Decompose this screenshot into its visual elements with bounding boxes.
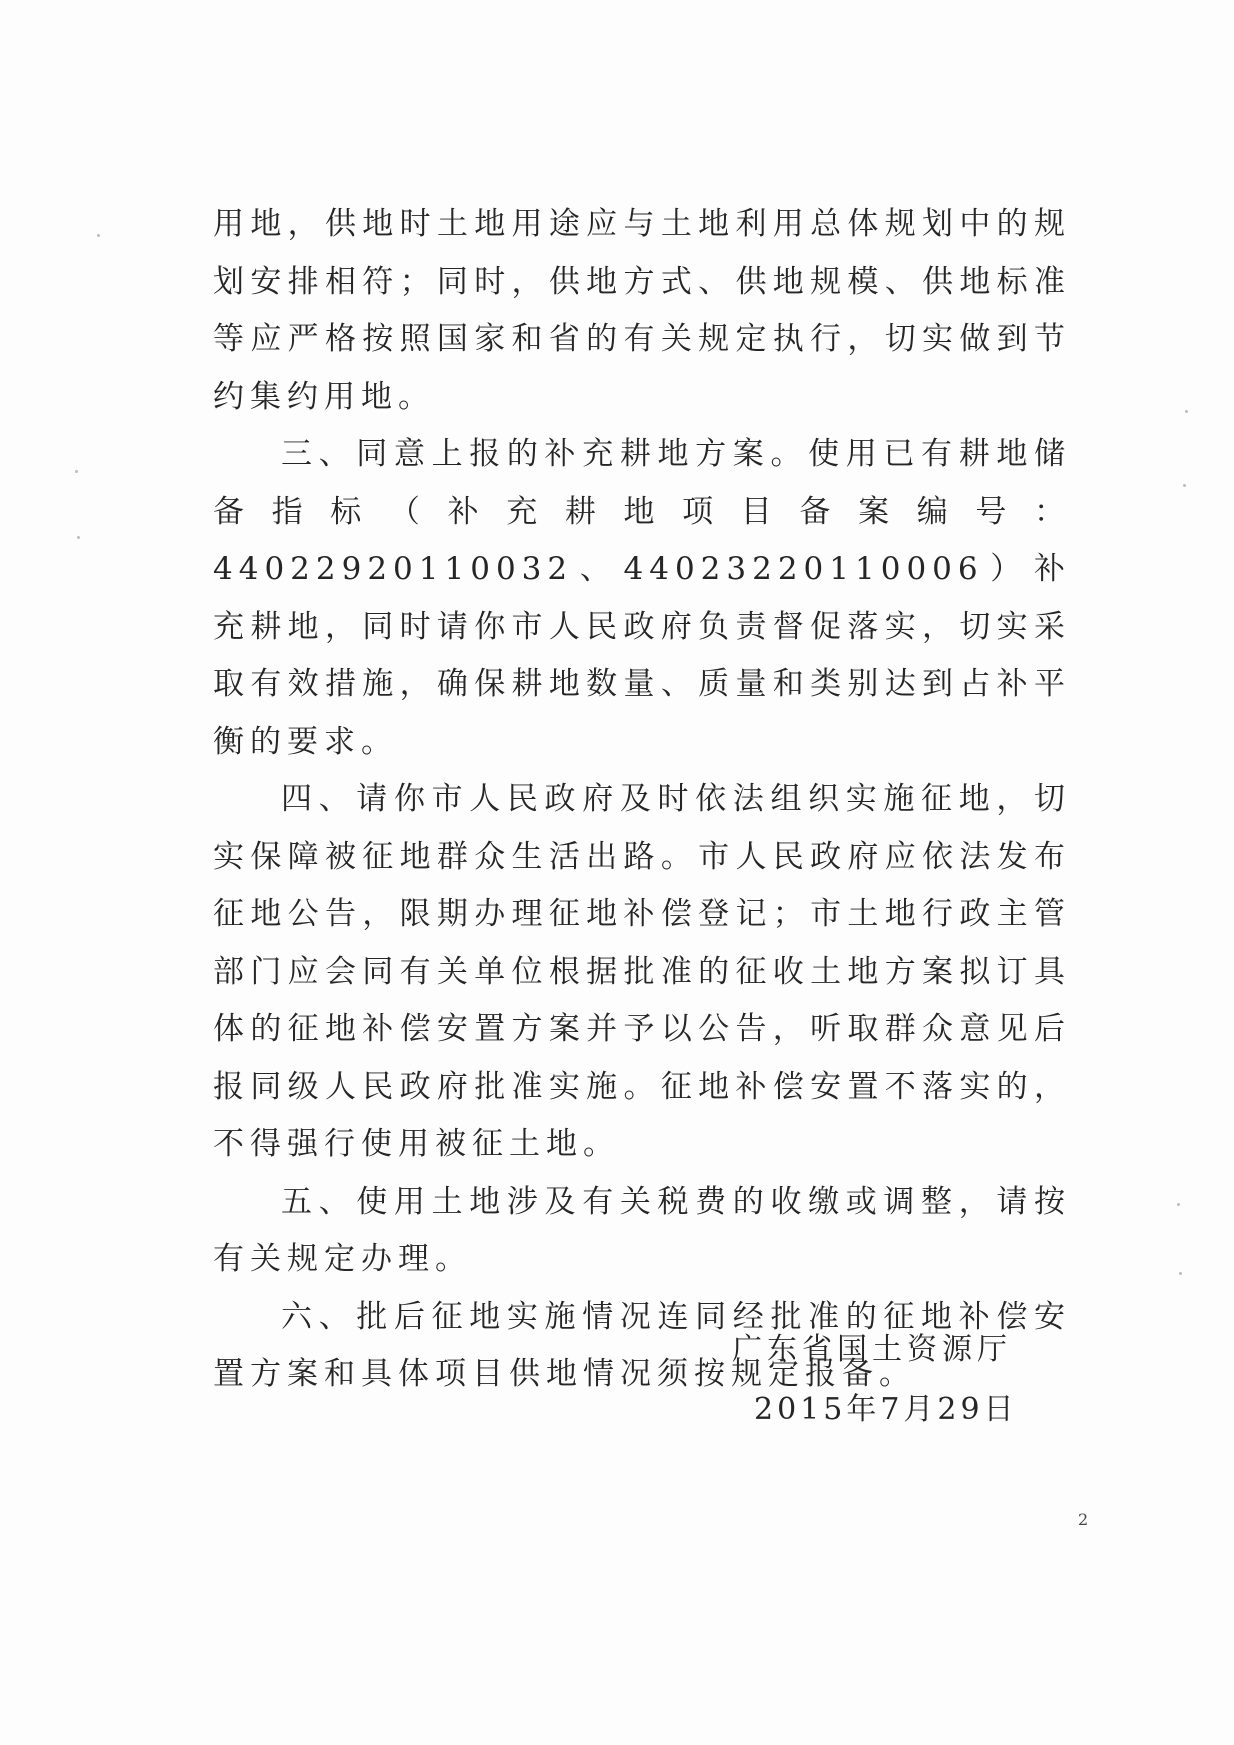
paragraph-item-3: 三、同意上报的补充耕地方案。使用已有耕地储备指标（补充耕地项目备案编号：44022920110032、44023220110006）补充耕地，同时请你市人民政府负责督促落实，切实采取有效措施，确保耕地数量、质量和类别达到占补平衡的要求。	[213, 436, 1071, 760]
paragraph-continued: 用地，供地时土地用途应与土地利用总体规划中的规划安排相符；同时，供地方式、供地规模、供地标准等应严格按照国家和省的有关规定执行，切实做到节约集约用地。	[213, 206, 1071, 415]
signature-date: 2015年7月29日	[754, 1392, 1018, 1427]
scan-speck	[1185, 410, 1188, 413]
paragraph-item-4: 四、请你市人民政府及时依法组织实施征地，切实保障被征地群众生活出路。市人民政府应依法发布征地公告，限期办理征地补偿登记；市土地行政主管部门应会同有关单位根据批准的征收土地方案拟订具体的征地补偿安置方案并予以公告，听取群众意见后报同级人民政府批准实施。征地补偿安置不落实的，不得强行使用被征土地。	[213, 781, 1071, 1162]
page-number: 2	[1078, 1510, 1089, 1529]
scan-speck	[1179, 1272, 1182, 1275]
paragraph-item-5: 五、使用土地涉及有关税费的收缴或调整，请按有关规定办理。	[213, 1183, 1071, 1277]
scan-speck	[1183, 484, 1186, 487]
document-body	[213, 196, 1071, 1404]
scan-speck	[75, 470, 78, 473]
scan-speck	[77, 536, 80, 539]
paragraph-item-6: 六、批后征地实施情况连同经批准的征地补偿安置方案和具体项目供地情况须按规定报备。	[213, 1298, 1071, 1392]
scan-speck	[97, 234, 100, 237]
scan-speck	[1177, 1203, 1180, 1206]
signature-organization: 广东省国土资源厅	[732, 1332, 1012, 1367]
